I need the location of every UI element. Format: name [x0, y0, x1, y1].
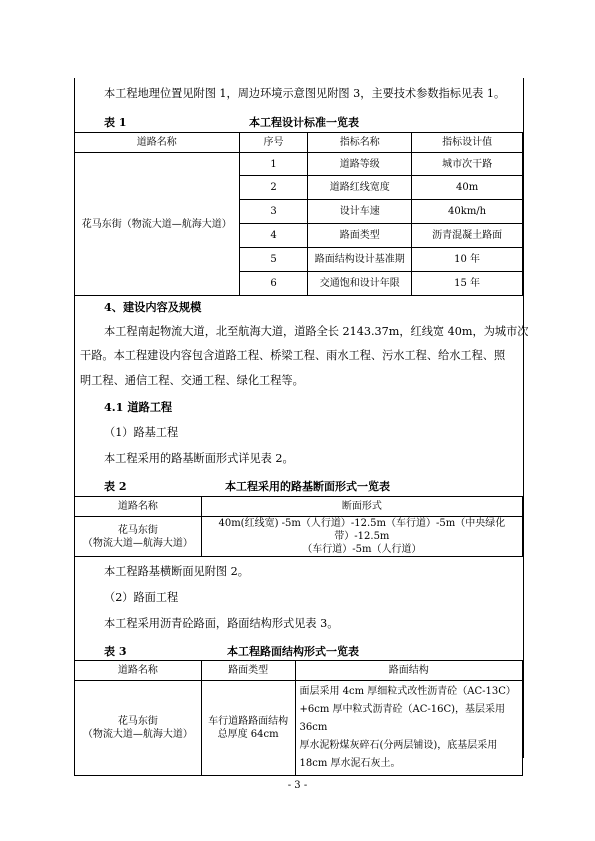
table2: [74, 496, 523, 557]
table1-header-cell: 道路名称: [75, 133, 240, 153]
table3-structure-line3: 厚水泥粉煤灰碎石(分两层铺设)，底基层采用: [299, 740, 498, 751]
table3-type-line1: 车行道路路面结构: [208, 716, 289, 727]
subsection-2-paragraph: 本工程采用沥青砼路面，路面结构形式见表 3。: [104, 617, 339, 630]
intro-paragraph: 本工程地理位置见附图 1，周边环境示意图见附图 3，主要技术参数指标见表 1。: [104, 87, 506, 100]
section41-heading: 4.1 道路工程: [104, 400, 173, 414]
table-cell: 交通饱和设计年限: [308, 272, 412, 296]
table3-road-line2: （物流大道—航海大道）: [82, 729, 193, 740]
table2-section-line1: 40m(红线宽) -5m（人行道）-12.5m（车行道）-5m（中央绿化带）-12.5m: [218, 518, 506, 542]
page-number: - 3 -: [287, 780, 308, 791]
section4-paragraph-line2: 干路。本工程建设内容包含道路工程、桥梁工程、雨水工程、污水工程、给水工程、照: [80, 349, 506, 362]
table1-header-cell: 指标设计值: [412, 133, 523, 153]
table2-label: 表 2: [104, 480, 127, 493]
table3-road-name: [75, 681, 202, 776]
subsection-1-heading: （1）路基工程: [104, 426, 179, 439]
table2-section-line2: （车行道）-5m（人行道）: [302, 544, 422, 555]
table2-header-cell: 道路名称: [75, 497, 202, 517]
after-table2-paragraph: 本工程路基横断面见附图 2。: [104, 565, 249, 578]
table3-structure-line2: +6cm 厚中粒式沥青砼（AC-16C)，基层采用 36cm: [299, 704, 506, 733]
table-row: [75, 153, 523, 176]
table-cell: 沥青混凝土路面: [412, 224, 523, 248]
table3-header-cell: 路面结构: [295, 661, 523, 681]
table1-label: 表 1: [104, 116, 127, 129]
table-cell: 40m: [412, 176, 523, 200]
table-cell: 5: [239, 248, 308, 272]
table2-header-row: [75, 497, 523, 517]
table-cell: 城市次干路: [412, 153, 523, 176]
table-cell: 40km/h: [412, 200, 523, 224]
table2-road-line1: 花马东街: [117, 524, 158, 536]
table-cell: 3: [239, 200, 308, 224]
table-cell: 4: [239, 224, 308, 248]
table-cell: 15 年: [412, 272, 523, 296]
table1: [74, 132, 523, 296]
table3-header-cell: 道路名称: [75, 661, 202, 681]
table1-header-cell: 指标名称: [308, 133, 412, 153]
table3-structure-line1: 面层采用 4cm 厚细粒式改性沥青砼（AC-13C）: [299, 686, 516, 697]
table2-header-cell: 断面形式: [201, 497, 522, 517]
subsection-1-paragraph: 本工程采用的路基断面形式详见表 2。: [104, 452, 294, 465]
table-cell: 10 年: [412, 248, 523, 272]
table3-header-cell: 路面类型: [201, 661, 295, 681]
table-cell: 2: [239, 176, 308, 200]
table1-header-cell: 序号: [239, 133, 308, 153]
table2-title: 本工程采用的路基断面形式一览表: [225, 480, 390, 493]
table3-road-line1: 花马东街: [117, 716, 158, 727]
table3-pavement-type: [201, 681, 295, 776]
subsection-2-heading: （2）路面工程: [104, 591, 179, 604]
table-cell: 路面结构设计基准期: [308, 248, 412, 272]
table3-header-row: [75, 661, 523, 681]
table-cell: 设计车速: [308, 200, 412, 224]
section4-paragraph-line1: 本工程南起物流大道，北至航海大道，道路全长 2143.37m，红线宽 40m，为城市次: [104, 325, 529, 338]
table1-title: 本工程设计标准一览表: [249, 116, 359, 129]
table-cell: 1: [239, 153, 308, 176]
table2-road-name: [75, 517, 202, 557]
table-cell: 道路红线宽度: [308, 176, 412, 200]
table3-type-line2: 总厚度 64cm: [217, 729, 279, 740]
table2-road-line2: （物流大道—航海大道）: [82, 537, 193, 549]
table-row: [75, 517, 523, 557]
table-row: [75, 681, 523, 776]
table1-header-row: [75, 133, 523, 153]
section4-paragraph-line3: 明工程、通信工程、交通工程、绿化工程等。: [80, 374, 304, 387]
table-cell: 路面类型: [308, 224, 412, 248]
table3-structure-line4: 18cm 厚水泥石灰土。: [299, 758, 401, 769]
table-cell: 道路等级: [308, 153, 412, 176]
table2-section-form: [201, 517, 522, 557]
table3-label: 表 3: [104, 645, 127, 658]
table3: [74, 660, 523, 776]
table-cell: 6: [239, 272, 308, 296]
section4-heading: 4、建设内容及规模: [104, 300, 202, 314]
table3-pavement-structure: [295, 681, 523, 776]
table3-title: 本工程路面结构形式一览表: [227, 645, 359, 658]
table1-road-name: 花马东街（物流大道—航海大道）: [75, 153, 240, 296]
